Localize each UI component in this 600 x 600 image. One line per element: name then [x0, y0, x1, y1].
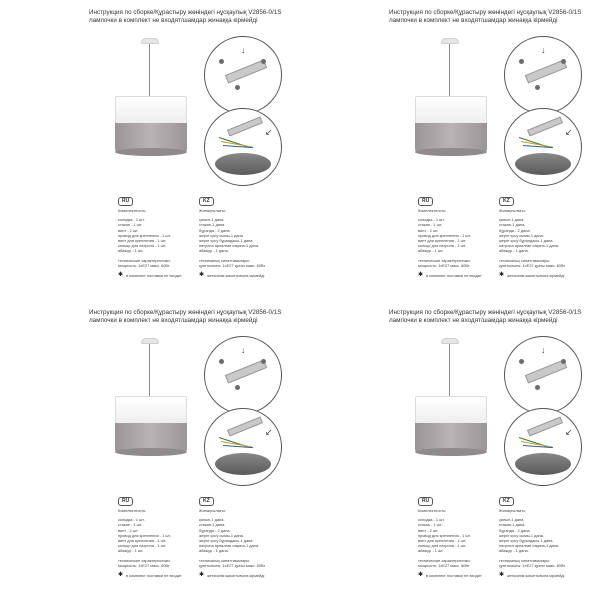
- list-item: стакан - 1 шт.: [118, 522, 143, 528]
- kz-column: [199, 497, 289, 578]
- arrow-icon: ↙: [265, 127, 273, 137]
- list-item: жерге қосу сымы-1 дана.: [499, 532, 544, 538]
- star-icon: ✱: [499, 272, 505, 279]
- kz-footnote: [199, 573, 289, 578]
- kz-tech-heading: техникалық сипаттамалары:: [499, 557, 551, 563]
- canopy-disc: [215, 153, 271, 175]
- list-item: патрона арналған сақина-1 дана.: [199, 243, 260, 249]
- suspension-cable: [149, 344, 150, 398]
- mounting-bracket-detail: [504, 336, 582, 414]
- ru-column: [118, 197, 208, 278]
- mounting-bar: [227, 117, 263, 137]
- list-item: патрона арналған сақина-1 дана.: [499, 243, 560, 249]
- list-item: жерге қосу бұрандасы-1 дана.: [199, 538, 254, 544]
- list-item: стакан-1 дана.: [199, 522, 226, 528]
- lampshade-bottom-rim: [115, 148, 187, 156]
- screw-icon: [235, 385, 240, 390]
- ru-tech-value: мощность: 1xE27 макс. 60Вт: [418, 562, 470, 568]
- kz-footnote: [499, 273, 589, 278]
- list-item: винт для крепления - 1 шт.: [418, 538, 467, 544]
- lampshade-bottom-rim: [415, 448, 487, 456]
- ru-tech-heading: технические характеристики:: [418, 257, 471, 263]
- list-item: колодка - 1 шт.: [118, 517, 145, 523]
- ru-tech-heading: технические характеристики:: [418, 557, 471, 563]
- arrow-down-icon: ↓: [241, 345, 246, 355]
- list-item: бұранда - 2 дана.: [199, 227, 231, 233]
- ru-heading: Комплектность:: [118, 208, 147, 213]
- list-item: винт для крепления - 1 шт.: [118, 238, 167, 244]
- ceiling-canopy: [141, 38, 159, 44]
- wiring-detail: [204, 408, 282, 486]
- list-item: кольцо для патрона - 1 шт.: [418, 543, 467, 549]
- kz-note: жеткізілім жиынтығына кірмейді: [207, 573, 265, 579]
- kz-heading: Жинақтылығы:: [199, 508, 226, 513]
- lampshade-bottom-rim: [415, 148, 487, 156]
- screw-icon: [561, 359, 566, 364]
- list-item: провод для крепления - 1 шт.: [118, 232, 171, 238]
- arrow-icon: ↙: [565, 427, 573, 437]
- lang-badge-ru: RU: [418, 497, 433, 506]
- kz-tech-value: қуаттылығы: 1xE27 қуаты макс. 60Вт: [499, 262, 566, 268]
- wiring-detail: [204, 108, 282, 186]
- arrow-down-icon: ↓: [541, 45, 546, 55]
- list-item: жерге қосу бұрандасы-1 дана.: [499, 238, 554, 244]
- instruction-sheet: [300, 300, 600, 600]
- kz-footnote: [199, 273, 289, 278]
- instruction-sheet: [0, 300, 300, 600]
- pendant-lamp-illustration: [112, 338, 192, 478]
- kz-tech-heading: техникалық сипаттамалары:: [199, 557, 251, 563]
- list-item: абажур - 1 шт.: [418, 248, 444, 254]
- list-item: винт - 2 шт.: [418, 227, 439, 233]
- sheet-subtitle: лампочки в комплект не входят/шамдар жинаққа кірмейді: [389, 17, 558, 24]
- list-item: абажур - 1 шт.: [118, 248, 144, 254]
- mounting-bar: [227, 417, 263, 437]
- sheet-subtitle: лампочки в комплект не входят/шамдар жинаққа кірмейді: [89, 317, 258, 324]
- suspension-cable: [149, 44, 150, 98]
- list-item: бұранда - 2 дана.: [499, 527, 531, 533]
- ceiling-canopy: [141, 338, 159, 344]
- list-item: провод для крепления - 1 шт.: [418, 532, 471, 538]
- star-icon: ✱: [199, 272, 205, 279]
- kz-items: [199, 517, 289, 553]
- ru-column: [118, 497, 208, 578]
- ru-items: [118, 217, 208, 253]
- ru-note: в комплект поставки не входит: [426, 273, 482, 279]
- list-item: абажур - 1 дана.: [499, 248, 529, 254]
- ru-tech-value: мощность: 1xE27 макс. 60Вт: [118, 562, 170, 568]
- lampshade-white-band: [115, 96, 187, 123]
- ceiling-canopy: [441, 338, 459, 344]
- star-icon: ✱: [418, 272, 424, 279]
- sheet-header: [89, 9, 297, 25]
- lang-badge-kz: KZ: [199, 197, 214, 206]
- list-item: кольцо для патрона - 1 шт.: [118, 243, 167, 249]
- screw-icon: [519, 359, 524, 364]
- star-icon: ✱: [499, 572, 505, 579]
- kz-tech-value: қуаттылығы: 1xE27 қуаты макс. 60Вт: [499, 562, 566, 568]
- mounting-bracket-detail: [204, 36, 282, 114]
- ru-heading: Комплектность:: [418, 208, 447, 213]
- list-item: кольцо для патрона - 1 шт.: [118, 543, 167, 549]
- list-item: винт - 2 шт.: [118, 527, 139, 533]
- list-item: абажур - 1 шт.: [118, 548, 144, 554]
- list-item: қалып-1 дана.: [199, 517, 225, 523]
- list-item: стакан - 1 шт.: [118, 222, 143, 228]
- sheet-title: Инструкция по сборке/Құрастыру жөніндегі нұсқаулық V2856-0/1S: [389, 9, 582, 16]
- ru-heading: Комплектность:: [418, 508, 447, 513]
- lampshade-white-band: [415, 396, 487, 423]
- list-item: провод для крепления - 1 шт.: [118, 532, 171, 538]
- list-item: жерге қосу сымы-1 дана.: [199, 232, 244, 238]
- pendant-lamp-illustration: [112, 38, 192, 178]
- sheet-header: [389, 9, 597, 25]
- screw-icon: [235, 85, 240, 90]
- lang-badge-kz: KZ: [199, 497, 214, 506]
- ru-footnote: [118, 273, 208, 278]
- ru-footnote: [418, 573, 508, 578]
- list-item: жерге қосу бұрандасы-1 дана.: [499, 538, 554, 544]
- lampshade-white-band: [415, 96, 487, 123]
- star-icon: ✱: [418, 572, 424, 579]
- lang-badge-ru: RU: [118, 197, 133, 206]
- kz-note: жеткізілім жиынтығына кірмейді: [507, 573, 565, 579]
- star-icon: ✱: [118, 272, 124, 279]
- kz-footnote: [499, 573, 589, 578]
- mounting-bracket-detail: [504, 36, 582, 114]
- kz-tech-value: қуаттылығы: 1xE27 қуаты макс. 60Вт: [199, 262, 266, 268]
- ru-items: [418, 217, 508, 253]
- list-item: абажур - 1 дана.: [199, 548, 229, 554]
- lang-badge-ru: RU: [418, 197, 433, 206]
- ceiling-canopy: [441, 38, 459, 44]
- mounting-bar: [527, 117, 563, 137]
- lang-badge-ru: RU: [118, 497, 133, 506]
- list-item: винт - 2 шт.: [118, 227, 139, 233]
- kz-items: [499, 517, 589, 553]
- list-item: жерге қосу сымы-1 дана.: [199, 532, 244, 538]
- kz-items: [199, 217, 289, 253]
- canopy-disc: [515, 153, 571, 175]
- ru-heading: Комплектность:: [118, 508, 147, 513]
- canopy-disc: [515, 453, 571, 475]
- canopy-disc: [215, 453, 271, 475]
- lampshade-bottom-rim: [115, 448, 187, 456]
- list-item: абажур - 1 шт.: [418, 548, 444, 554]
- kz-note: жеткізілім жиынтығына кірмейді: [207, 273, 265, 279]
- pendant-lamp-illustration: [412, 38, 492, 178]
- list-item: стакан-1 дана.: [499, 522, 526, 528]
- sheet-header: [89, 309, 297, 325]
- suspension-cable: [449, 344, 450, 398]
- sheet-title: Инструкция по сборке/Құрастыру жөніндегі нұсқаулық V2856-0/1S: [89, 9, 282, 16]
- list-item: стакан - 1 шт.: [418, 522, 443, 528]
- wiring-detail: [504, 408, 582, 486]
- kz-column: [499, 197, 589, 278]
- lang-badge-kz: KZ: [499, 497, 514, 506]
- ru-footnote: [118, 573, 208, 578]
- suspension-cable: [449, 44, 450, 98]
- pendant-lamp-illustration: [412, 338, 492, 478]
- ru-items: [118, 517, 208, 553]
- lampshade-white-band: [115, 396, 187, 423]
- ru-tech-value: мощность: 1xE27 макс. 60Вт: [118, 262, 170, 268]
- list-item: қалып-1 дана.: [199, 217, 225, 223]
- list-item: стакан - 1 шт.: [418, 222, 443, 228]
- lang-badge-kz: KZ: [499, 197, 514, 206]
- list-item: жерге қосу бұрандасы-1 дана.: [199, 238, 254, 244]
- ru-note: в комплект поставки не входит: [126, 273, 182, 279]
- list-item: жерге қосу сымы-1 дана.: [499, 232, 544, 238]
- list-item: колодка - 1 шт.: [118, 217, 145, 223]
- list-item: қалып-1 дана.: [499, 517, 525, 523]
- kz-column: [199, 197, 289, 278]
- screw-icon: [535, 85, 540, 90]
- ru-footnote: [418, 273, 508, 278]
- list-item: колодка - 1 шт.: [418, 217, 445, 223]
- mounting-bar: [527, 417, 563, 437]
- sheet-subtitle: лампочки в комплект не входят/шамдар жинаққа кірмейді: [89, 17, 258, 24]
- screw-icon: [535, 385, 540, 390]
- mounting-bracket-detail: [204, 336, 282, 414]
- sheet-header: [389, 309, 597, 325]
- arrow-icon: ↙: [265, 427, 273, 437]
- instruction-sheet: [300, 0, 600, 300]
- list-item: қалып-1 дана.: [499, 217, 525, 223]
- ru-note: в комплект поставки не входит: [126, 573, 182, 579]
- list-item: кольцо для патрона - 1 шт.: [418, 243, 467, 249]
- list-item: винт - 2 шт.: [418, 527, 439, 533]
- list-item: бұранда - 2 дана.: [199, 527, 231, 533]
- kz-heading: Жинақтылығы:: [499, 508, 526, 513]
- star-icon: ✱: [118, 572, 124, 579]
- screw-icon: [261, 59, 266, 64]
- list-item: стакан-1 дана.: [199, 222, 226, 228]
- list-item: абажур - 1 дана.: [199, 248, 229, 254]
- kz-items: [499, 217, 589, 253]
- ru-column: [418, 497, 508, 578]
- screw-icon: [519, 59, 524, 64]
- screw-icon: [219, 59, 224, 64]
- ru-note: в комплект поставки не входит: [426, 573, 482, 579]
- sheet-title: Инструкция по сборке/Құрастыру жөніндегі нұсқаулық V2856-0/1S: [389, 309, 582, 316]
- ru-items: [418, 517, 508, 553]
- instruction-sheet: [0, 0, 300, 300]
- arrow-down-icon: ↓: [241, 45, 246, 55]
- arrow-down-icon: ↓: [541, 345, 546, 355]
- kz-column: [499, 497, 589, 578]
- arrow-icon: ↙: [565, 127, 573, 137]
- kz-tech-heading: техникалық сипаттамалары:: [499, 257, 551, 263]
- screw-icon: [561, 59, 566, 64]
- kz-heading: Жинақтылығы:: [199, 208, 226, 213]
- ru-column: [418, 197, 508, 278]
- list-item: винт для крепления - 1 шт.: [418, 238, 467, 244]
- list-item: провод для крепления - 1 шт.: [418, 232, 471, 238]
- ru-tech-value: мощность: 1xE27 макс. 60Вт: [418, 262, 470, 268]
- ru-tech-heading: технические характеристики:: [118, 257, 171, 263]
- screw-icon: [219, 359, 224, 364]
- sheet-subtitle: лампочки в комплект не входят/шамдар жинаққа кірмейді: [389, 317, 558, 324]
- list-item: патрона арналған сақина-1 дана.: [499, 543, 560, 549]
- list-item: винт для крепления - 1 шт.: [118, 538, 167, 544]
- star-icon: ✱: [199, 572, 205, 579]
- ru-tech-heading: технические характеристики:: [118, 557, 171, 563]
- list-item: стакан-1 дана.: [499, 222, 526, 228]
- kz-heading: Жинақтылығы:: [499, 208, 526, 213]
- list-item: абажур - 1 дана.: [499, 548, 529, 554]
- sheet-title: Инструкция по сборке/Құрастыру жөніндегі нұсқаулық V2856-0/1S: [89, 309, 282, 316]
- list-item: патрона арналған сақина-1 дана.: [199, 543, 260, 549]
- list-item: бұранда - 2 дана.: [499, 227, 531, 233]
- kz-tech-value: қуаттылығы: 1xE27 қуаты макс. 60Вт: [199, 562, 266, 568]
- wiring-detail: [504, 108, 582, 186]
- kz-tech-heading: техникалық сипаттамалары:: [199, 257, 251, 263]
- kz-note: жеткізілім жиынтығына кірмейді: [507, 273, 565, 279]
- screw-icon: [261, 359, 266, 364]
- list-item: колодка - 1 шт.: [418, 517, 445, 523]
